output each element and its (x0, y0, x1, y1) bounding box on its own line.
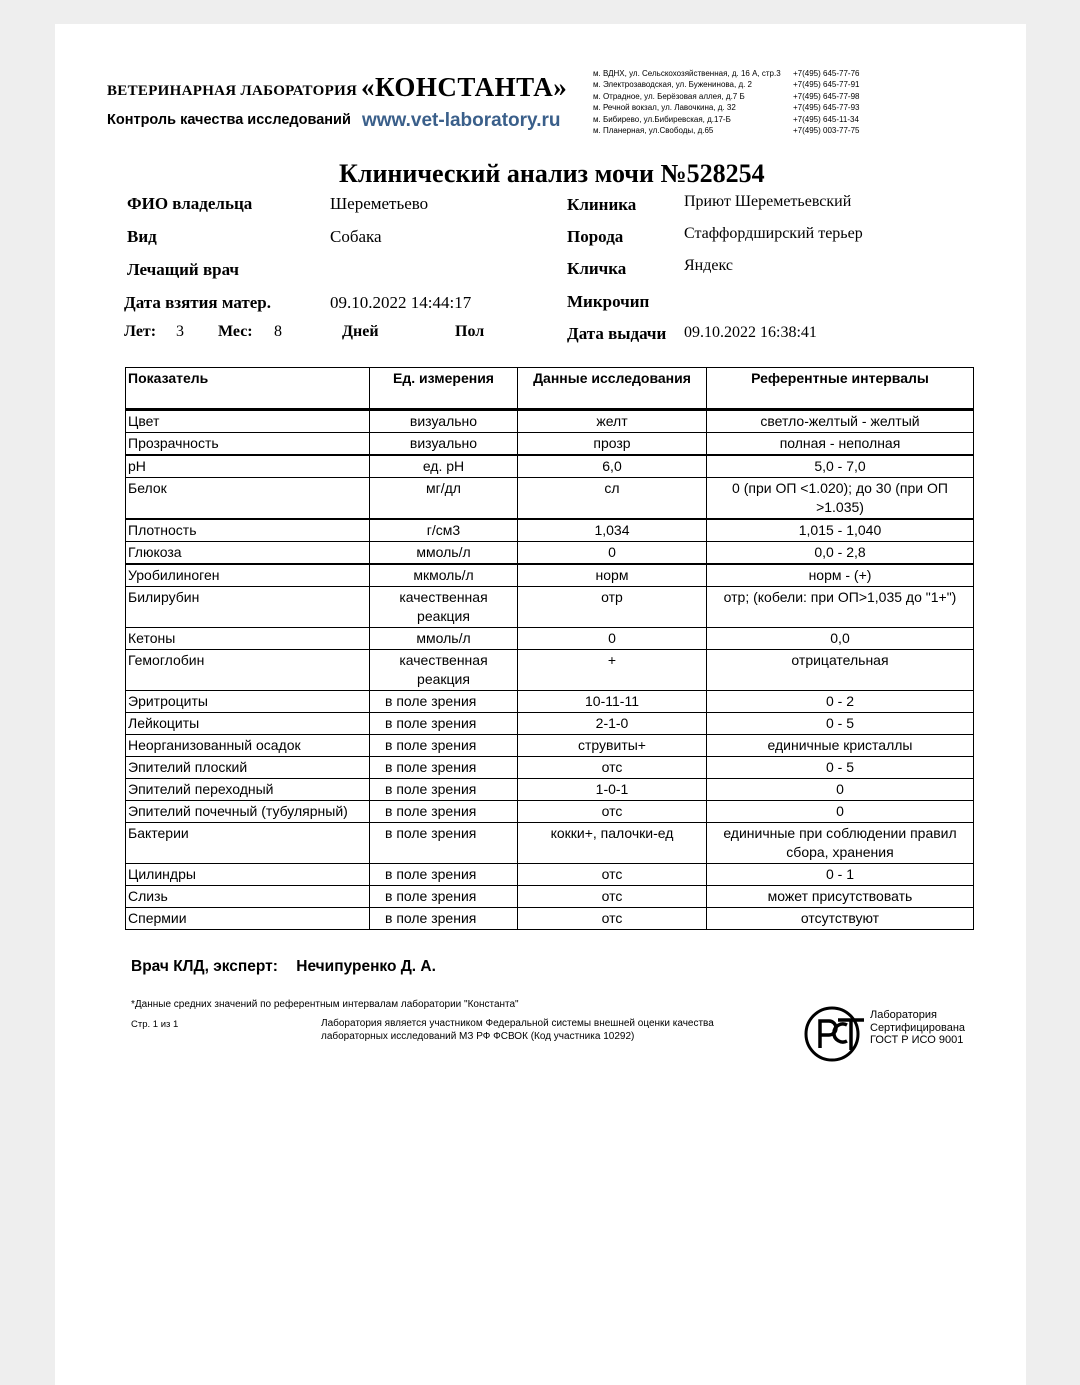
cell-reference: 0 (при ОП <1.020); до 30 (при ОП >1.035) (707, 478, 974, 520)
sample-date-label: Дата взятия матер. (124, 293, 271, 312)
table-row (126, 519, 974, 542)
cell-reference: 0 - 2 (707, 691, 974, 713)
cell-result: отс (518, 801, 707, 823)
cell-unit: в поле зрения (370, 823, 518, 864)
table-row (126, 779, 974, 801)
cell-parameter: pH (126, 455, 370, 478)
address-row: м. Планерная, ул.Свободы, д.65 +7(495) 003-77-75 (593, 126, 860, 136)
cell-reference: светло-желтый - желтый (707, 410, 974, 433)
cell-parameter: Белок (126, 478, 370, 520)
cell-unit: г/см3 (370, 519, 518, 542)
clinic-label: Клиника (567, 195, 637, 214)
table-header-row (126, 368, 974, 410)
cell-unit: в поле зрения (370, 779, 518, 801)
rst-certification-logo (802, 1004, 868, 1067)
cell-result: желт (518, 410, 707, 433)
cell-parameter: Уробилиноген (126, 564, 370, 587)
months-value: 8 (274, 323, 282, 340)
cell-result: 10-11-11 (518, 691, 707, 713)
cell-reference: единичные при соблюдении правил сбора, хранения (707, 823, 974, 864)
fsvok-membership-note: Лаборатория является участником Федеральной системы внешней оценки качества лабораторных исследований МЗ РФ ФСВОК (Код участника 10292) (321, 1018, 714, 1042)
results-table-body (126, 410, 974, 930)
owner-label: ФИО владельца (127, 194, 253, 213)
cell-parameter: Спермии (126, 908, 370, 930)
cell-reference: 5,0 - 7,0 (707, 455, 974, 478)
cell-unit: в поле зрения (370, 757, 518, 779)
cell-reference: 0 (707, 801, 974, 823)
column-header-unit: Ед. измерения (370, 368, 518, 410)
cell-result: норм (518, 564, 707, 587)
cell-parameter: Глюкоза (126, 542, 370, 565)
cell-parameter: Кетоны (126, 628, 370, 650)
address-list (593, 68, 860, 136)
cell-reference: 0 - 5 (707, 713, 974, 735)
cell-parameter: Билирубин (126, 587, 370, 628)
cell-parameter: Слизь (126, 886, 370, 908)
cell-result: струвиты+ (518, 735, 707, 757)
pet-name-label: Кличка (567, 259, 627, 278)
table-row (126, 628, 974, 650)
cell-result: 0 (518, 542, 707, 565)
cell-parameter: Плотность (126, 519, 370, 542)
years-label: Лет: (124, 323, 157, 340)
cell-reference: полная - неполная (707, 433, 974, 456)
cell-result: отс (518, 886, 707, 908)
breed-label: Порода (567, 227, 624, 246)
table-row (126, 823, 974, 864)
table-row (126, 564, 974, 587)
table-row (126, 757, 974, 779)
cell-unit: в поле зрения (370, 713, 518, 735)
address-row: м. ВДНХ, ул. Сельскохозяйственная, д. 16 А, стр.3 +7(495) 645-77-76 (593, 69, 860, 78)
doctor-label: Лечащий врач (127, 260, 239, 279)
cell-reference: единичные кристаллы (707, 735, 974, 757)
cell-result: 1,034 (518, 519, 707, 542)
cell-result: 6,0 (518, 455, 707, 478)
certification-text: Лаборатория Сертифицирована ГОСТ Р ИСО 9001 (870, 1009, 966, 1046)
cell-unit: качественная реакция (370, 650, 518, 691)
signer (131, 958, 450, 976)
issue-date-label: Дата выдачи (567, 324, 667, 343)
cell-reference: 0 - 5 (707, 757, 974, 779)
cell-parameter: Неорганизованный осадок (126, 735, 370, 757)
cell-unit: качественная реакция (370, 587, 518, 628)
cell-reference: 0 (707, 779, 974, 801)
pet-name-value: Яндекс (684, 257, 733, 274)
cell-reference: может присутствовать (707, 886, 974, 908)
sample-date-value: 09.10.2022 14:44:17 (330, 293, 472, 312)
cell-reference: отрицательная (707, 650, 974, 691)
results-table (125, 367, 974, 930)
table-row (126, 908, 974, 930)
cell-result: отс (518, 864, 707, 886)
cell-reference: 0,0 - 2,8 (707, 542, 974, 565)
years-value: 3 (176, 323, 184, 340)
cell-parameter: Эпителий переходный (126, 779, 370, 801)
cell-reference: 1,015 - 1,040 (707, 519, 974, 542)
table-row (126, 886, 974, 908)
lab-type: ВЕТЕРИНАРНАЯ ЛАБОРАТОРИЯ (107, 83, 358, 99)
cell-result: 2-1-0 (518, 713, 707, 735)
cell-parameter: Эпителий плоский (126, 757, 370, 779)
cell-result: отс (518, 908, 707, 930)
cell-parameter: Эритроциты (126, 691, 370, 713)
cell-reference: отсутствуют (707, 908, 974, 930)
cell-unit: визуально (370, 433, 518, 456)
table-row (126, 433, 974, 456)
table-row (126, 713, 974, 735)
cell-result: 0 (518, 628, 707, 650)
cell-parameter: Цилиндры (126, 864, 370, 886)
cell-result: кокки+, палочки-ед (518, 823, 707, 864)
cell-unit: мг/дл (370, 478, 518, 520)
lab-name: «КОНСТАНТА» (361, 72, 568, 102)
cell-result: прозр (518, 433, 707, 456)
cell-reference: норм - (+) (707, 564, 974, 587)
table-row (126, 478, 974, 520)
address-row: м. Электрозаводская, ул. Буженинова, д. 2 +7(495) 645-77-91 (593, 80, 860, 90)
issue-date-value: 09.10.2022 16:38:41 (684, 324, 817, 341)
column-header-reference: Референтные интервалы (707, 368, 974, 410)
cell-parameter: Эпителий почечный (тубулярный) (126, 801, 370, 823)
species-label: Вид (127, 227, 157, 246)
page-number: Стр. 1 из 1 (131, 1019, 179, 1030)
breed-value: Стаффордширский терьер (684, 225, 863, 242)
table-row (126, 455, 974, 478)
months-label: Мес: (218, 323, 253, 340)
table-row (126, 735, 974, 757)
cell-unit: в поле зрения (370, 908, 518, 930)
cell-reference: 0 - 1 (707, 864, 974, 886)
lab-subtitle: Контроль качества исследований (107, 112, 351, 128)
lab-website-link[interactable]: www.vet-laboratory.ru (362, 110, 561, 131)
cell-unit: в поле зрения (370, 886, 518, 908)
address-row: м. Речной вокзал, ул. Лавочкина, д. 32 +7(495) 645-77-93 (593, 103, 860, 113)
cell-unit: в поле зрения (370, 691, 518, 713)
cell-result: сл (518, 478, 707, 520)
cell-parameter: Бактерии (126, 823, 370, 864)
table-row (126, 410, 974, 433)
address-row: м. Бибирево, ул.Бибиревская, д.17-Б +7(495) 645-11-34 (593, 114, 859, 124)
document-title: Клинический анализ мочи №528254 (339, 159, 765, 188)
table-row (126, 864, 974, 886)
cell-unit: визуально (370, 410, 518, 433)
document-page (55, 24, 1026, 1385)
cell-parameter: Гемоглобин (126, 650, 370, 691)
table-row (126, 650, 974, 691)
address-row: м. Отрадное, ул. Берёзовая аллея, д.7 Б +7(495) 645-77-98 (593, 91, 860, 101)
cell-unit: в поле зрения (370, 735, 518, 757)
species-value: Собака (330, 227, 382, 246)
cell-parameter: Цвет (126, 410, 370, 433)
column-header-parameter: Показатель (126, 368, 370, 410)
table-row (126, 542, 974, 565)
cell-unit: мкмоль/л (370, 564, 518, 587)
cell-result: отр (518, 587, 707, 628)
table-row (126, 587, 974, 628)
cell-reference: 0,0 (707, 628, 974, 650)
table-row (126, 691, 974, 713)
clinic-value: Приют Шереметьевский (684, 193, 852, 210)
cell-parameter: Прозрачность (126, 433, 370, 456)
cell-unit: ммоль/л (370, 542, 518, 565)
cell-parameter: Лейкоциты (126, 713, 370, 735)
column-header-result: Данные исследования (518, 368, 707, 410)
reference-footnote: *Данные средних значений по референтным интервалам лаборатории "Константа" (131, 999, 519, 1010)
table-row (126, 801, 974, 823)
signer-label: Врач КЛД, эксперт: (131, 958, 278, 975)
days-label: Дней (342, 323, 379, 340)
cell-result: отс (518, 757, 707, 779)
cell-reference: отр; (кобели: при ОП>1,035 до "1+") (707, 587, 974, 628)
sex-label: Пол (455, 323, 485, 340)
cell-unit: ммоль/л (370, 628, 518, 650)
cell-unit: в поле зрения (370, 864, 518, 886)
owner-value: Шереметьево (330, 194, 429, 213)
microchip-label: Микрочип (567, 292, 650, 311)
cell-unit: в поле зрения (370, 801, 518, 823)
cell-result: 1-0-1 (518, 779, 707, 801)
signer-name: Нечипуренко Д. А. (296, 958, 436, 975)
cell-result: + (518, 650, 707, 691)
cell-unit: ед. pH (370, 455, 518, 478)
